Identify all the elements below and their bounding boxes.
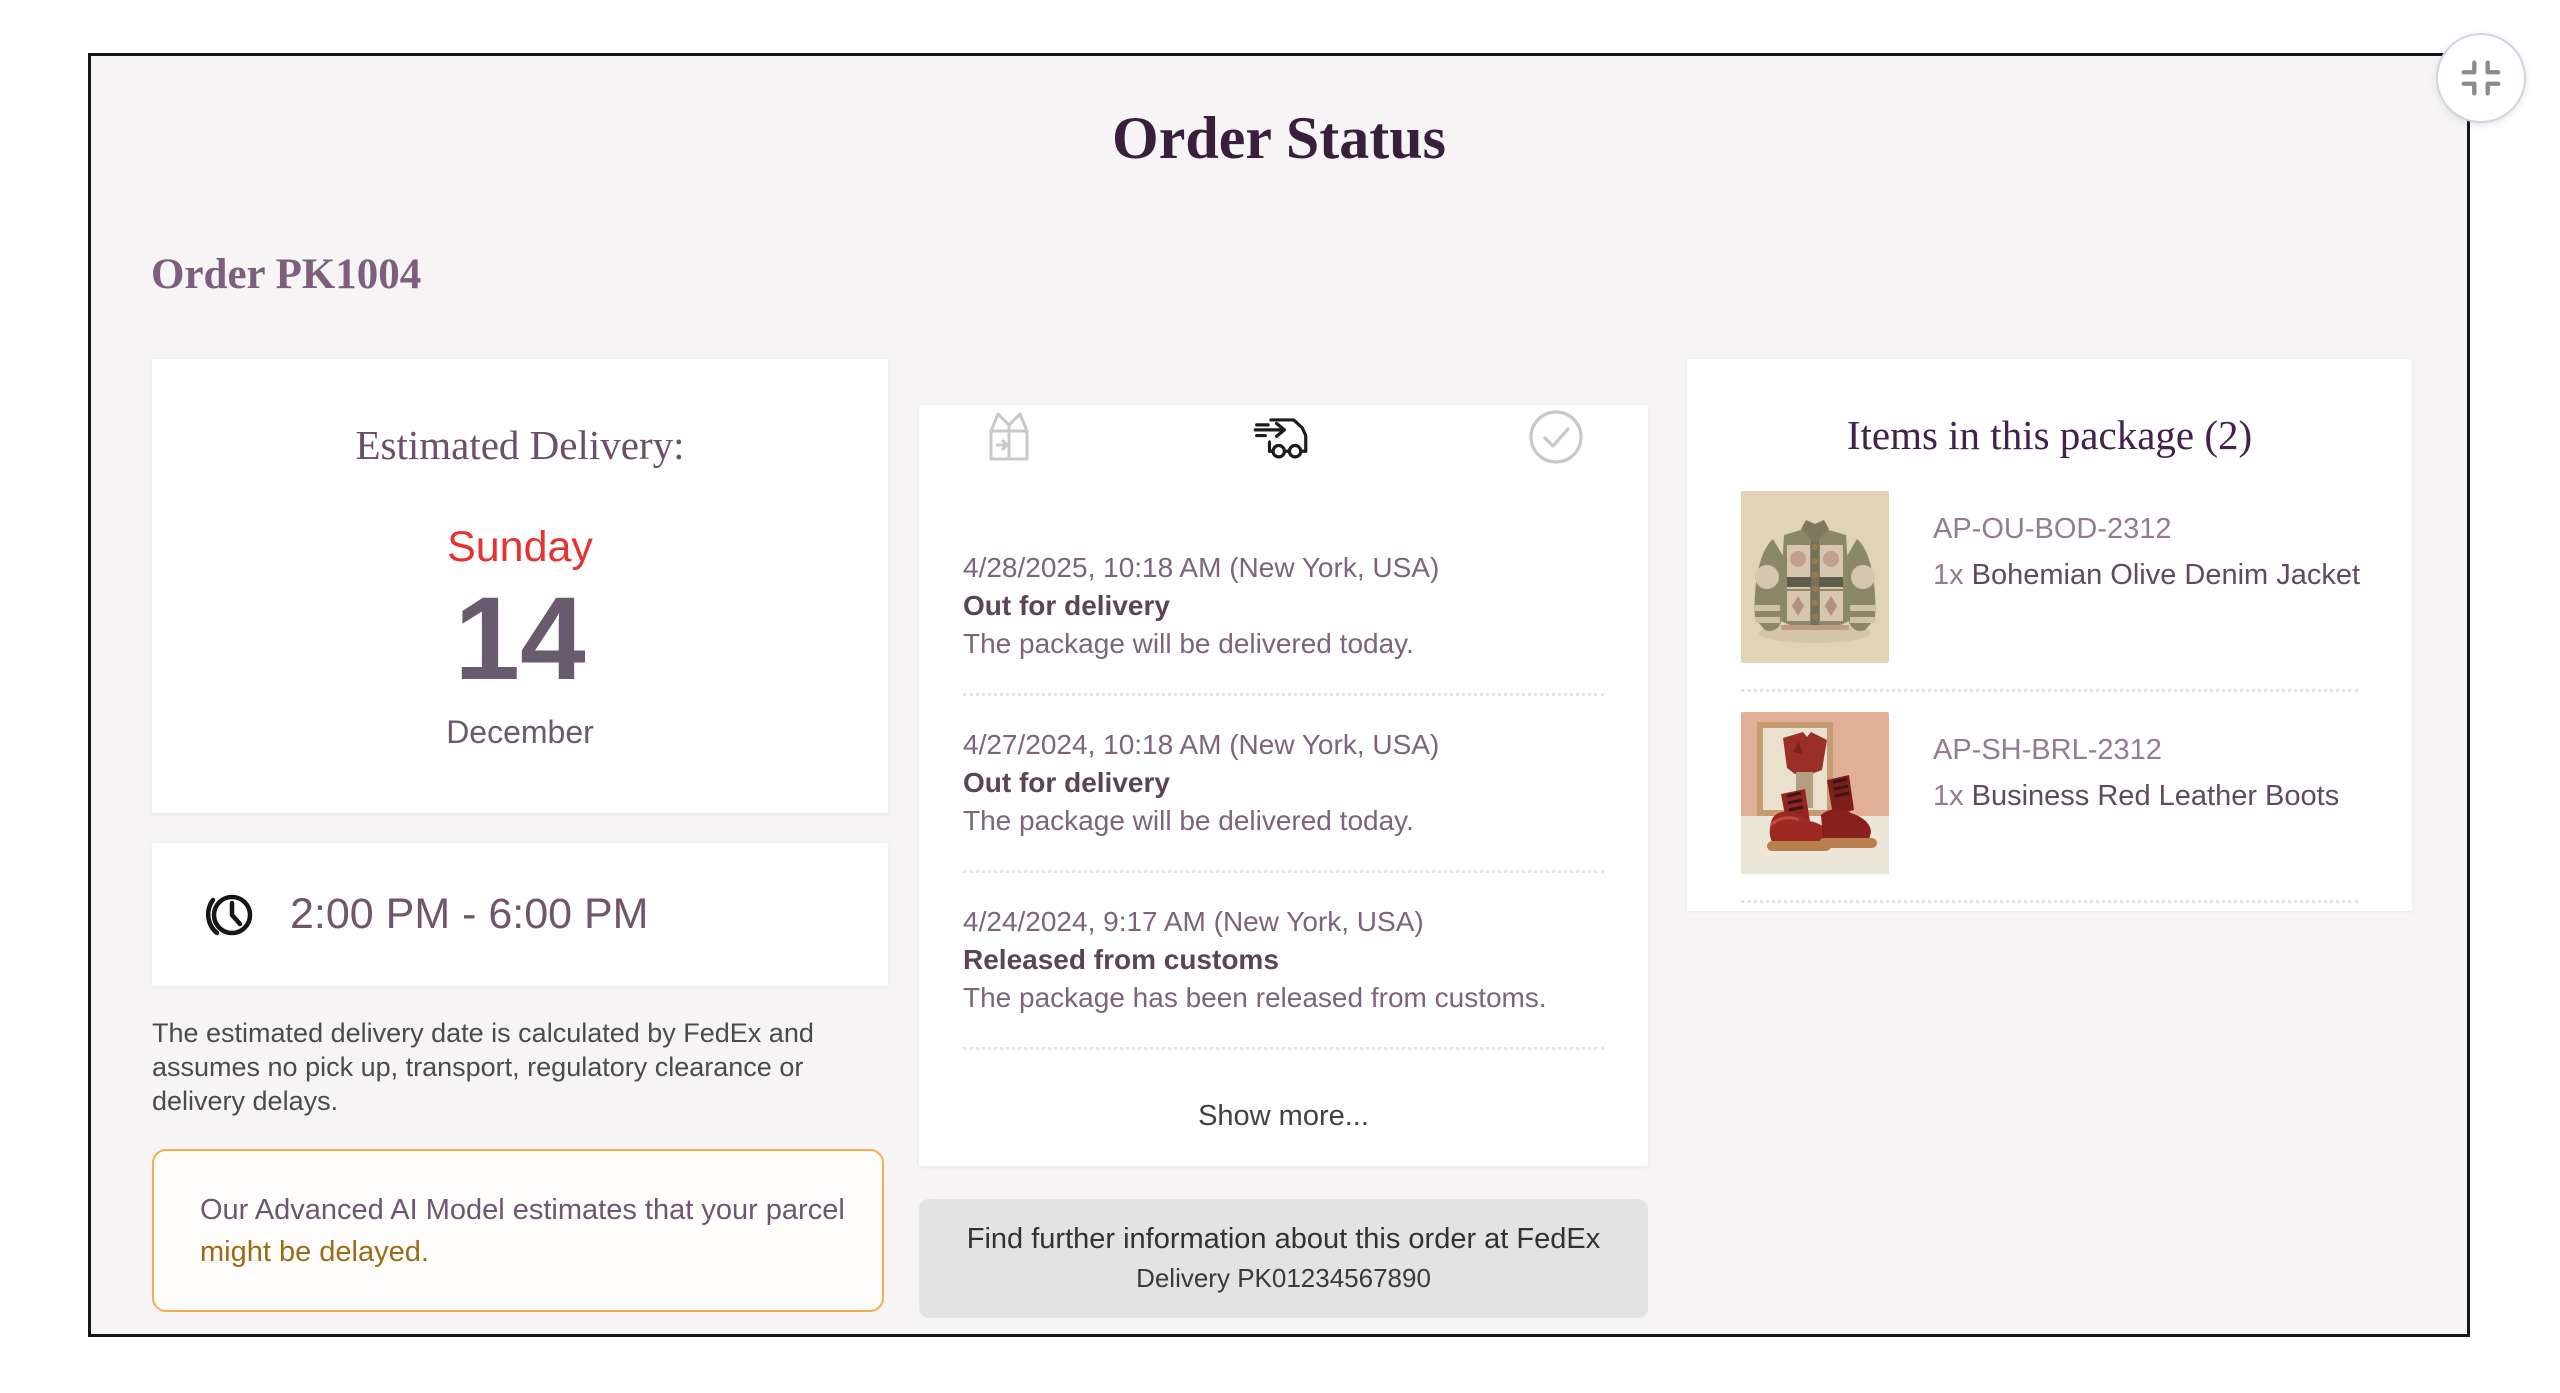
tracking-event	[963, 549, 1604, 663]
tracking-event-description: The package will be delivered today.	[963, 805, 1414, 836]
items-column	[1687, 359, 2412, 911]
product-details	[1933, 734, 2339, 874]
tracking-event-datetime: 4/24/2024, 9:17 AM (New York, USA)	[963, 906, 1424, 937]
tracking-event-description: The package will be delivered today.	[963, 628, 1414, 659]
carrier-info-box	[919, 1199, 1648, 1318]
product-name: 1x Business Red Leather Boots	[1933, 780, 2340, 812]
delivery-column	[152, 359, 888, 1312]
carrier-tracking-id: Delivery PK01234567890	[1136, 1263, 1431, 1293]
delivery-time-card	[152, 843, 888, 986]
tracking-event-datetime: 4/27/2024, 10:18 AM (New York, USA)	[963, 729, 1440, 760]
delivered-check-icon	[1524, 405, 1588, 469]
collapse-icon	[2458, 57, 2504, 99]
delivery-weekday: Sunday	[447, 523, 593, 571]
show-more-button[interactable]: Show more...	[1198, 1100, 1369, 1132]
carrier-info-text: Find further information about this order at FedEx	[966, 1223, 1601, 1255]
delivery-day: 14	[454, 573, 586, 705]
clock-icon	[202, 886, 260, 944]
items-heading: Items in this package (2)	[1846, 412, 2253, 458]
dotted-divider	[963, 1047, 1604, 1050]
collapse-button[interactable]	[2436, 33, 2526, 123]
tracking-events-list	[963, 549, 1604, 1133]
olive-denim-jacket-photo	[1741, 491, 1889, 663]
order-status-panel	[88, 53, 2470, 1337]
product-list	[1741, 471, 2361, 903]
product-details	[1933, 513, 2360, 663]
page-title: Order Status	[1112, 105, 1446, 171]
product-sku: AP-OU-BOD-2312	[1933, 513, 2172, 545]
tracking-column	[919, 359, 1648, 1318]
tracking-timeline-card	[919, 405, 1648, 1166]
product-name: 1x Bohemian Olive Denim Jacket	[1933, 559, 2361, 591]
delivery-disclaimer: The estimated delivery date is calculated by FedEx and assumes no pick up, transport, regulatory clearance or delivery delays.	[152, 1018, 814, 1116]
tracking-event-datetime: 4/28/2025, 10:18 AM (New York, USA)	[963, 552, 1440, 583]
delivery-time-window: 2:00 PM - 6:00 PM	[290, 890, 649, 938]
tracking-event-description: The package has been released from customs.	[963, 982, 1547, 1013]
dotted-divider	[963, 870, 1604, 873]
package-items-card	[1687, 359, 2412, 911]
shipment-stage-icons	[977, 405, 1588, 469]
product-row	[1741, 692, 2358, 903]
product-quantity: 1x	[1933, 559, 1964, 591]
order-number-heading: Order PK1004	[151, 251, 422, 298]
product-sku: AP-SH-BRL-2312	[1933, 734, 2162, 766]
ai-delay-warning-box	[152, 1149, 884, 1312]
tracking-event	[963, 726, 1604, 840]
tracking-event-status: Out for delivery	[963, 767, 1170, 798]
red-leather-boots-photo	[1741, 712, 1889, 874]
estimated-delivery-heading: Estimated Delivery:	[355, 422, 685, 468]
product-quantity: 1x	[1933, 780, 1964, 812]
dotted-divider	[963, 693, 1604, 696]
tracking-event-status: Released from customs	[963, 944, 1279, 975]
estimated-delivery-card	[152, 359, 888, 813]
product-row	[1741, 471, 2361, 692]
tracking-event	[963, 903, 1604, 1017]
delivery-truck-icon	[1251, 405, 1315, 469]
ai-warning-highlight: might be delayed.	[200, 1235, 429, 1268]
package-box-icon	[977, 405, 1041, 469]
delivery-month: December	[446, 714, 594, 750]
tracking-event-status: Out for delivery	[963, 590, 1170, 621]
ai-warning-text: Our Advanced AI Model estimates that your parcel	[200, 1193, 845, 1226]
